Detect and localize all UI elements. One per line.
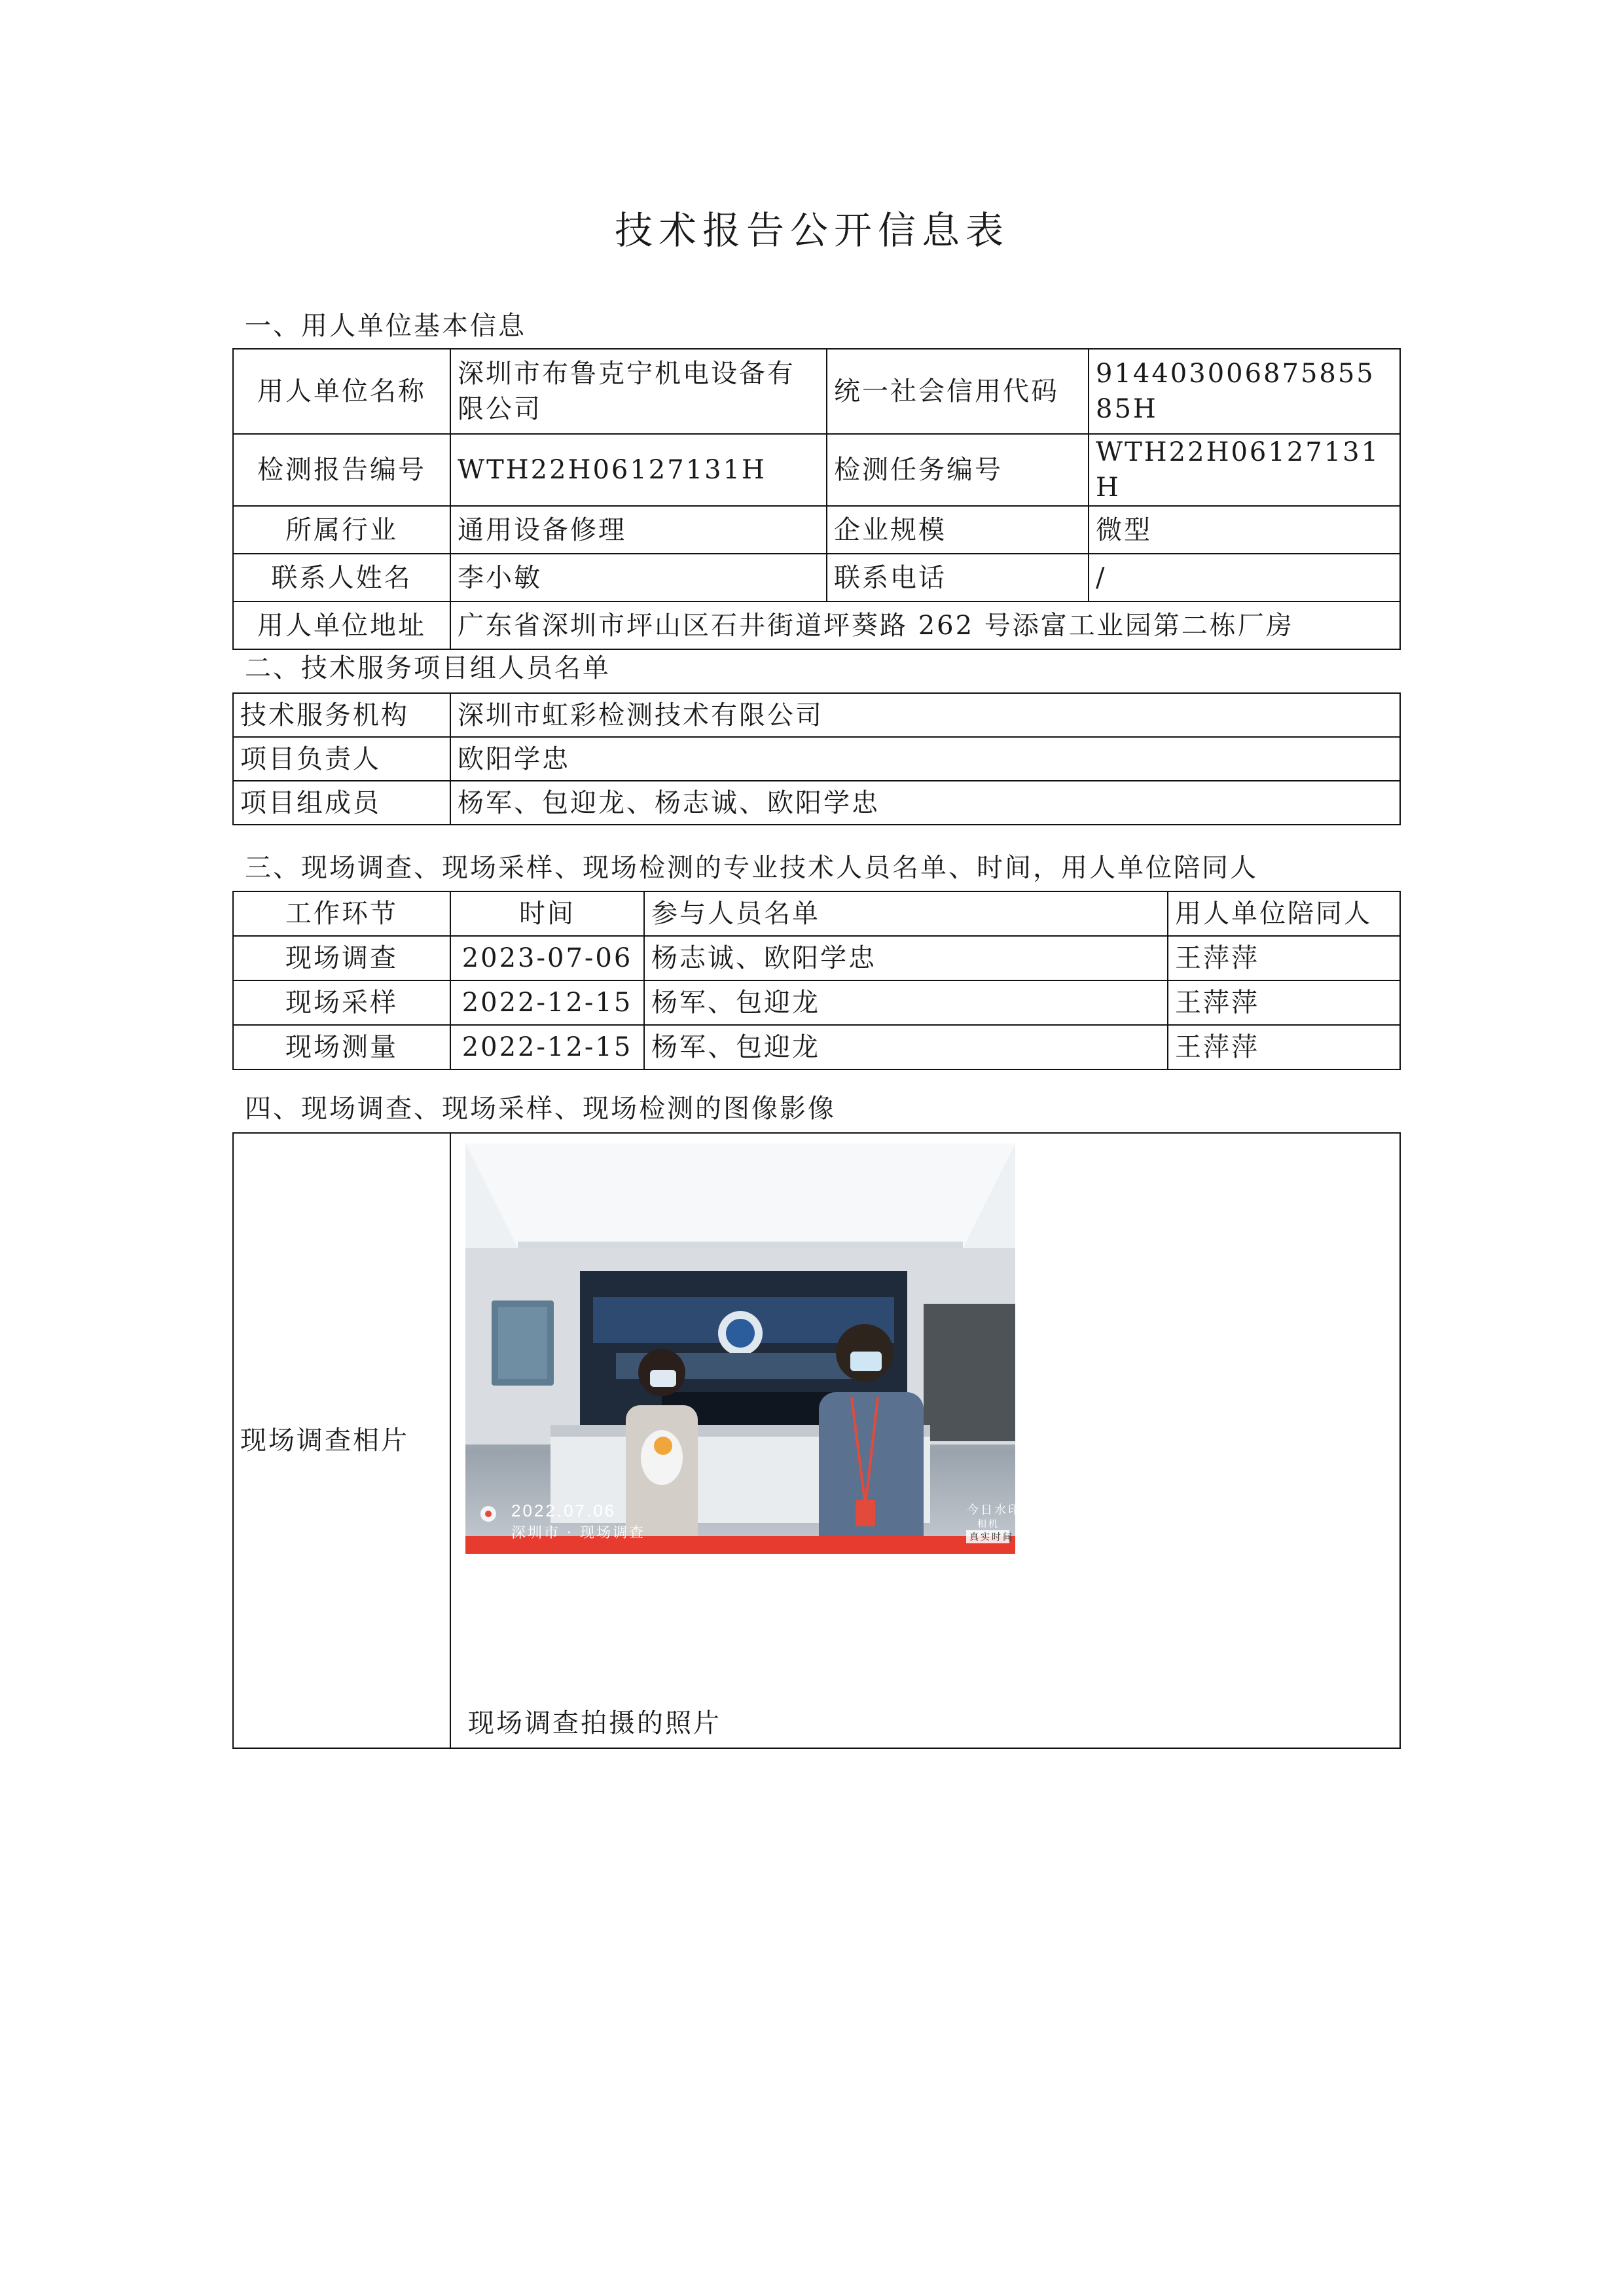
date-cell: 2023-07-06 (450, 936, 644, 980)
table-row (233, 349, 1400, 434)
industry-label: 所属行业 (233, 506, 450, 554)
table-row (233, 434, 1400, 506)
scale-label: 企业规模 (827, 506, 1089, 554)
contact-value: 李小敏 (450, 554, 827, 601)
phone-value: / (1089, 554, 1400, 601)
table-row (233, 506, 1400, 554)
section1-heading: 一、用人单位基本信息 (245, 311, 526, 341)
column-header: 时间 (450, 891, 644, 936)
escort-cell: 王萍萍 (1168, 936, 1400, 980)
address-value: 广东省深圳市坪山区石井街道坪葵路 262 号添富工业园第二栋厂房 (450, 601, 1400, 649)
scale-value: 微型 (1089, 506, 1400, 554)
table-row (233, 936, 1400, 980)
column-header: 用人单位陪同人 (1168, 891, 1400, 936)
photo-date: 2022.07.06 (511, 1501, 617, 1520)
photo-watermark-tag: 真实时间 (969, 1532, 1014, 1543)
photo-watermark-sub: 相机 (977, 1519, 1000, 1530)
photo-watermark: 今日水印 (967, 1503, 1022, 1517)
staff-cell: 杨军、包迎龙 (644, 1025, 1168, 1069)
stage-cell: 现场调查 (233, 936, 450, 980)
table-row (233, 1025, 1400, 1069)
fieldwork-table (232, 891, 1401, 1070)
task-no-value: WTH22H06127131H (1089, 434, 1400, 506)
table-row (233, 781, 1400, 825)
table-row (233, 1133, 1400, 1748)
report-no-label: 检测报告编号 (233, 434, 450, 506)
column-header: 工作环节 (233, 891, 450, 936)
table-header-row (233, 891, 1400, 936)
table-row (233, 554, 1400, 601)
image-table (232, 1132, 1401, 1749)
org-label: 技术服务机构 (233, 693, 450, 737)
photo-label: 现场调查相片 (233, 1133, 450, 1748)
photo-location: 深圳市 · 现场调查 (511, 1525, 645, 1541)
photo-cell (450, 1133, 1400, 1748)
credit-code-value: 91440300687585585H (1089, 349, 1400, 434)
table-row (233, 693, 1400, 737)
photo-caption: 现场调查拍摄的照片 (468, 1708, 721, 1738)
leader-label: 项目负责人 (233, 737, 450, 781)
members-label: 项目组成员 (233, 781, 450, 825)
section3-heading: 三、现场调查、现场采样、现场检测的专业技术人员名单、时间，用人单位陪同人 (245, 853, 1258, 883)
escort-cell: 王萍萍 (1168, 980, 1400, 1025)
task-no-label: 检测任务编号 (827, 434, 1089, 506)
industry-value: 通用设备修理 (450, 506, 827, 554)
date-cell: 2022-12-15 (450, 980, 644, 1025)
address-label: 用人单位地址 (233, 601, 450, 649)
unit-name-label: 用人单位名称 (233, 349, 450, 434)
photo-illustration (465, 1143, 1022, 1554)
stage-cell: 现场采样 (233, 980, 450, 1025)
escort-cell: 王萍萍 (1168, 1025, 1400, 1069)
stage-cell: 现场测量 (233, 1025, 450, 1069)
section2-heading: 二、技术服务项目组人员名单 (245, 653, 611, 683)
staff-cell: 杨志诚、欧阳学忠 (644, 936, 1168, 980)
project-team-table (232, 692, 1401, 825)
site-survey-photo (465, 1143, 1022, 1554)
credit-code-label: 统一社会信用代码 (827, 349, 1089, 434)
basic-info-table (232, 348, 1401, 650)
org-value: 深圳市虹彩检测技术有限公司 (450, 693, 1400, 737)
section4-heading: 四、现场调查、现场采样、现场检测的图像影像 (245, 1094, 836, 1124)
page-title: 技术报告公开信息表 (614, 208, 1009, 253)
table-row (233, 601, 1400, 649)
table-row (233, 737, 1400, 781)
members-value: 杨军、包迎龙、杨志诚、欧阳学忠 (450, 781, 1400, 825)
report-no-value: WTH22H06127131H (450, 434, 827, 506)
column-header: 参与人员名单 (644, 891, 1168, 936)
date-cell: 2022-12-15 (450, 1025, 644, 1069)
table-row (233, 980, 1400, 1025)
leader-value: 欧阳学忠 (450, 737, 1400, 781)
contact-label: 联系人姓名 (233, 554, 450, 601)
unit-name-value: 深圳市布鲁克宁机电设备有限公司 (450, 349, 827, 434)
staff-cell: 杨军、包迎龙 (644, 980, 1168, 1025)
phone-label: 联系电话 (827, 554, 1089, 601)
